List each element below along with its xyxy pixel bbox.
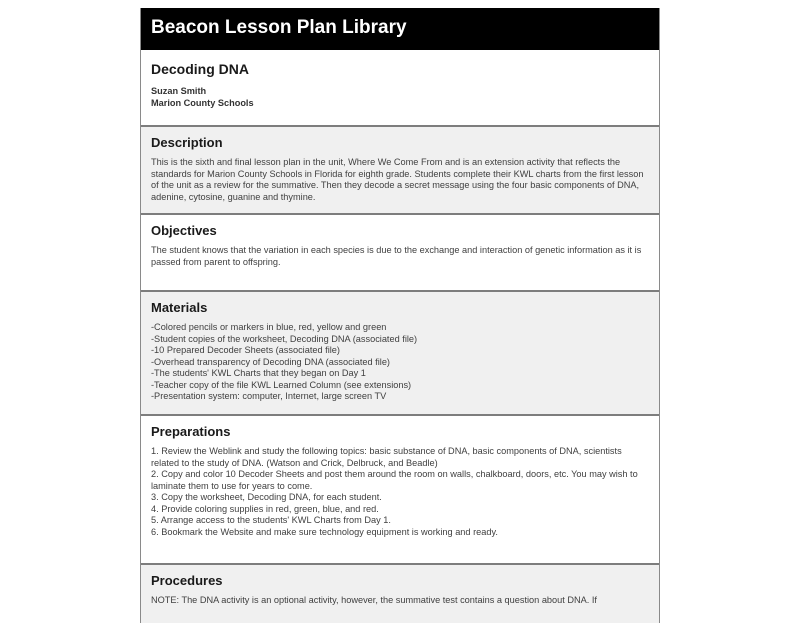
- description-section: [141, 125, 659, 213]
- materials-heading: Materials: [151, 300, 208, 315]
- materials-item: -The students' KWL Charts that they began on Day 1: [151, 368, 366, 378]
- materials-list: [151, 322, 649, 403]
- materials-item: -Student copies of the worksheet, Decoding DNA (associated file): [151, 333, 418, 344]
- preparations-item: 4. Provide coloring supplies in red, green, blue, and red.: [151, 503, 379, 514]
- preparations-item: 5. Arrange access to the students' KWL Charts from Day 1.: [151, 515, 391, 525]
- materials-item: -Overhead transparency of Decoding DNA (associated file): [151, 356, 390, 367]
- preparations-section: [141, 414, 659, 563]
- procedures-section: [141, 563, 659, 623]
- preparations-item: 2. Copy and color 10 Decoder Sheets and post them around the room on walls, chalkboard, doors, etc. You may wish to laminate them to use for years to come.: [151, 469, 638, 491]
- lesson-organization: Marion County Schools: [151, 97, 254, 108]
- materials-item: -Colored pencils or markers in blue, red, yellow and green: [151, 322, 387, 332]
- preparations-item: 3. Copy the worksheet, Decoding DNA, for each student.: [151, 492, 382, 502]
- site-header: [141, 8, 659, 50]
- description-text: This is the sixth and final lesson plan in the unit, Where We Come From and is an extension activity that reflects the standards for Marion County Schools in Florida for eighth grade. Students complete their KWL charts from the first lesson of the unit as a review for the summative. Then they decode a secret message using the four basic components of DNA, adenine, cytosine, guanine and thymine.: [151, 157, 644, 202]
- objectives-heading: Objectives: [151, 223, 217, 238]
- preparations-list: [151, 446, 649, 538]
- procedures-heading: Procedures: [151, 573, 223, 588]
- lesson-plan-page: [140, 8, 660, 623]
- description-heading: Description: [151, 135, 223, 150]
- objectives-section: [141, 213, 659, 290]
- procedures-text: NOTE: The DNA activity is an optional activity, however, the summative test contains a question about DNA. If: [151, 595, 597, 605]
- lesson-title: Decoding DNA: [151, 61, 249, 77]
- materials-item: -Teacher copy of the file KWL Learned Column (see extensions): [151, 379, 412, 390]
- lesson-author: Suzan Smith: [151, 86, 207, 96]
- preparations-heading: Preparations: [151, 424, 231, 439]
- preparations-item: 6. Bookmark the Website and make sure technology equipment is working and ready.: [151, 526, 498, 537]
- materials-section: [141, 290, 659, 414]
- site-title: Beacon Lesson Plan Library: [151, 17, 407, 38]
- preparations-item: 1. Review the Weblink and study the following topics: basic substance of DNA, basic components of DNA, scientists related to the study of DNA. (Watson and Crick, Delbruck, and Beadle): [151, 446, 622, 468]
- objectives-text: The student knows that the variation in each species is due to the exchange and interaction of genetic information as it is passed from parent to offspring.: [151, 245, 642, 267]
- materials-item: -Presentation system: computer, Internet, large screen TV: [151, 391, 387, 401]
- lesson-title-section: [141, 50, 659, 125]
- materials-item: -10 Prepared Decoder Sheets (associated file): [151, 345, 340, 355]
